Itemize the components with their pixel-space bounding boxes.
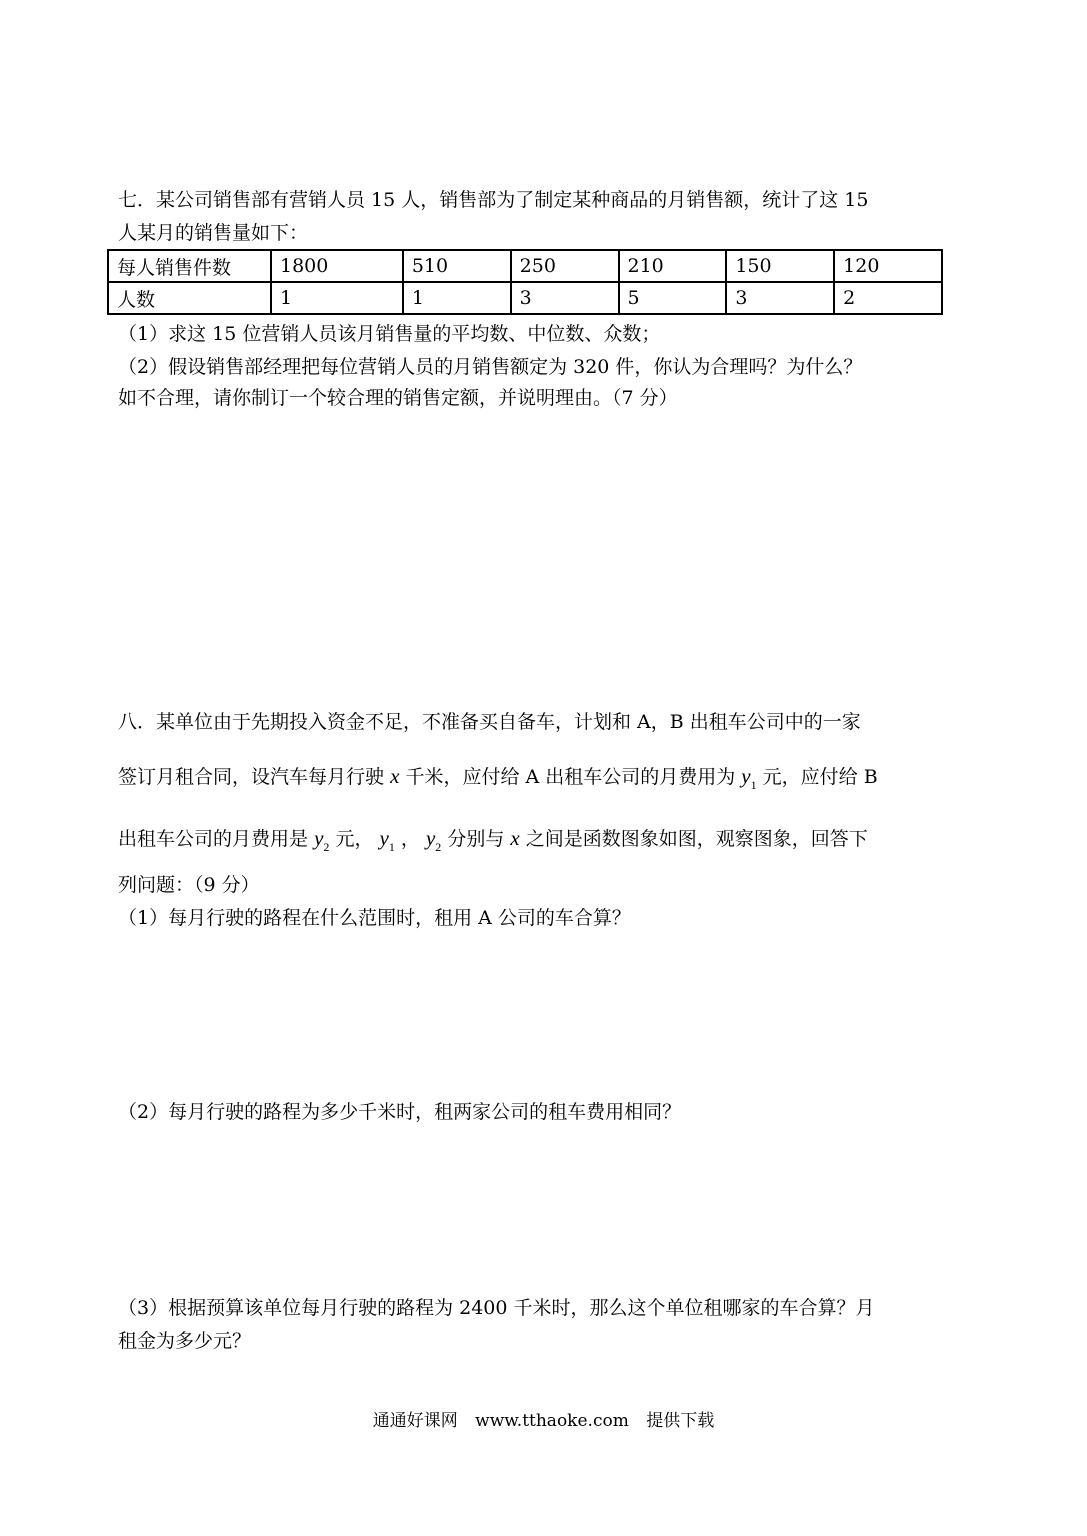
table-cell: 每人销售件数 xyxy=(108,250,271,282)
q8-line-1: 八．某单位由于先期投入资金不足，不准备买自备车，计划和 A，B 出租车公司中的一家 xyxy=(118,711,861,733)
table-cell: 3 xyxy=(726,282,834,314)
variable-x: x xyxy=(390,764,400,788)
q8-part-1: （1）每月行驶的路程在什么范围时，租用 A 公司的车合算？ xyxy=(118,907,631,929)
text: 出租车公司的月费用是 xyxy=(118,828,309,850)
text: 之间是函数图象如图，观察图象，回答下 xyxy=(525,828,868,850)
q8-part-3b: 租金为多少元？ xyxy=(118,1330,252,1352)
sales-table xyxy=(107,249,943,315)
q7-line-2: 人某月的销售量如下： xyxy=(118,222,309,244)
footer-suffix: 提供下载 xyxy=(646,1411,715,1431)
table-cell: 1800 xyxy=(271,250,403,282)
q7-line-1: 七．某公司销售部有营销人员 15 人，销售部为了制定某种商品的月销售额，统计了这 15 xyxy=(118,189,869,211)
table-cell: 510 xyxy=(403,250,511,282)
variable-x: x xyxy=(510,826,520,850)
table-cell: 1 xyxy=(271,282,403,314)
table-row xyxy=(108,282,942,314)
table-cell: 210 xyxy=(619,250,727,282)
page-footer xyxy=(0,1410,1087,1432)
text: 千米，应付给 A 出租车公司的月费用为 xyxy=(405,766,736,788)
table-cell: 3 xyxy=(511,282,619,314)
variable-y1: $y_1$ xyxy=(741,764,757,792)
site-name: 通通好课网 xyxy=(372,1411,458,1431)
site-url[interactable]: www.tthaoke.com xyxy=(475,1411,629,1431)
table-cell: 2 xyxy=(834,282,942,314)
table-cell: 1 xyxy=(403,282,511,314)
q8-part-2: （2）每月行驶的路程为多少千米时，租两家公司的租车费用相同？ xyxy=(118,1101,682,1123)
q8-part-3a: （3）根据预算该单位每月行驶的路程为 2400 千米时，那么这个单位租哪家的车合算？月 xyxy=(118,1297,875,1319)
table-cell: 5 xyxy=(619,282,727,314)
variable-y2: $y_2$ xyxy=(425,826,442,854)
q7-part-2b: 如不合理，请你制订一个较合理的销售定额，并说明理由。（7 分） xyxy=(118,387,678,409)
table-cell: 人数 xyxy=(108,282,271,314)
q7-part-1: （1）求这 15 位营销人员该月销售量的平均数、中位数、众数； xyxy=(118,323,661,345)
table-cell: 250 xyxy=(511,250,619,282)
q8-line-2 xyxy=(118,764,878,797)
variable-y1: $y_1$ xyxy=(379,826,395,854)
table-row xyxy=(108,250,942,282)
table-cell: 120 xyxy=(834,250,942,282)
text: 签订月租合同，设汽车每月行驶 xyxy=(118,766,385,788)
q7-part-2a: （2）假设销售部经理把每位营销人员的月销售额定为 320 件，你认为合理吗？为什么？ xyxy=(118,356,863,378)
q8-line-3 xyxy=(118,826,868,859)
text: ， xyxy=(400,828,420,850)
q8-line-4: 列问题：（9 分） xyxy=(118,874,260,896)
variable-y2: $y_2$ xyxy=(314,826,330,854)
table-cell: 150 xyxy=(726,250,834,282)
text: 元，应付给 B xyxy=(762,766,878,788)
text: 元， xyxy=(335,828,374,850)
text: 分别与 xyxy=(447,828,505,850)
